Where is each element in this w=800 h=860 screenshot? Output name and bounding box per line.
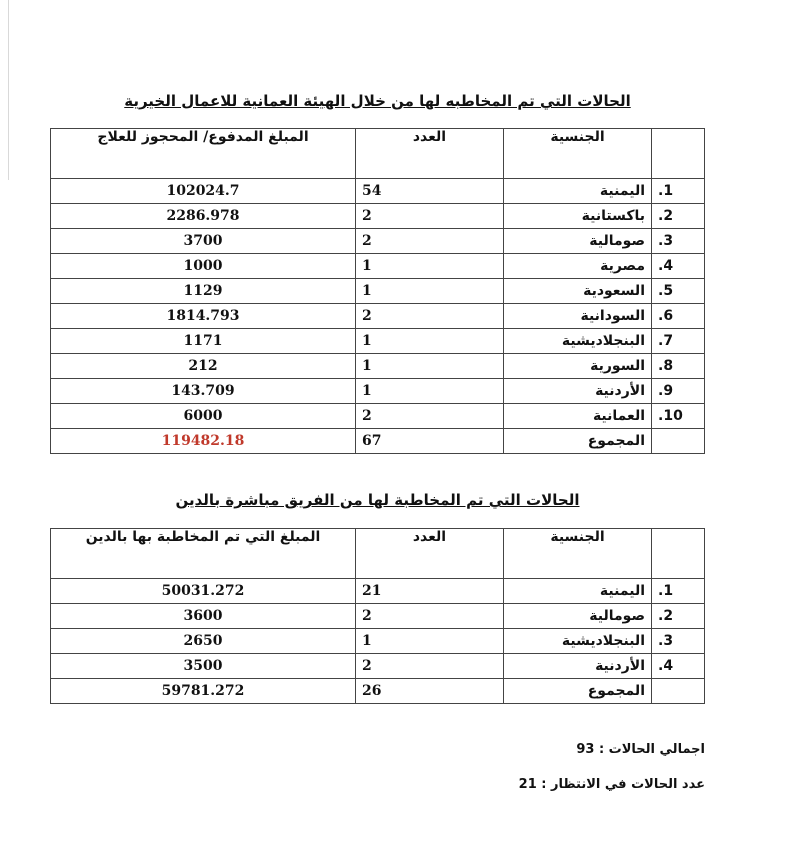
table1-title: الحالات التي تم المخاطبه لها من خلال الهيئة العمانية للاعمال الخيرية bbox=[124, 92, 631, 110]
row-nationality: الأردنية bbox=[504, 379, 652, 404]
table1 bbox=[50, 128, 705, 454]
total-count: 26 bbox=[356, 679, 504, 704]
row-number: 2. bbox=[652, 604, 705, 629]
row-number: 9. bbox=[652, 379, 705, 404]
row-amount: 6000 bbox=[51, 404, 356, 429]
row-count: 2 bbox=[356, 204, 504, 229]
header-amount: المبلغ المدفوع/ المحجوز للعلاج bbox=[51, 129, 356, 179]
row-nationality: صومالية bbox=[504, 229, 652, 254]
row-number: 3. bbox=[652, 229, 705, 254]
header-number-cell bbox=[652, 129, 705, 179]
total-cases-line: اجمالي الحالات : 93 bbox=[576, 742, 705, 757]
header-count: العدد bbox=[356, 129, 504, 179]
table1-total-row bbox=[51, 429, 705, 454]
row-count: 2 bbox=[356, 654, 504, 679]
table-row bbox=[51, 204, 705, 229]
row-number: 8. bbox=[652, 354, 705, 379]
header-number-cell bbox=[652, 529, 705, 579]
table-row bbox=[51, 254, 705, 279]
row-amount: 2650 bbox=[51, 629, 356, 654]
table2-header-row bbox=[51, 529, 705, 579]
row-number bbox=[652, 429, 705, 454]
header-amount: المبلغ التي تم المخاطبة بها بالدين bbox=[51, 529, 356, 579]
row-amount: 3600 bbox=[51, 604, 356, 629]
total-label: المجموع bbox=[504, 429, 652, 454]
table-row bbox=[51, 404, 705, 429]
table-row bbox=[51, 579, 705, 604]
row-amount: 1814.793 bbox=[51, 304, 356, 329]
table-row bbox=[51, 279, 705, 304]
table1-header-row bbox=[51, 129, 705, 179]
table2-title: الحالات التي تم المخاطبة لها من الفريق مباشرة بالدين bbox=[175, 491, 580, 509]
row-count: 21 bbox=[356, 579, 504, 604]
row-amount: 1171 bbox=[51, 329, 356, 354]
row-count: 54 bbox=[356, 179, 504, 204]
row-count: 1 bbox=[356, 629, 504, 654]
row-nationality: البنجلاديشية bbox=[504, 629, 652, 654]
table2 bbox=[50, 528, 705, 704]
row-number: 6. bbox=[652, 304, 705, 329]
row-count: 2 bbox=[356, 304, 504, 329]
row-number: 3. bbox=[652, 629, 705, 654]
table2-total-row bbox=[51, 679, 705, 704]
header-count: العدد bbox=[356, 529, 504, 579]
header-nationality: الجنسية bbox=[504, 529, 652, 579]
page-edge-rule bbox=[8, 0, 9, 180]
waiting-cases-line: عدد الحالات في الانتظار : 21 bbox=[518, 777, 705, 792]
row-amount: 50031.272 bbox=[51, 579, 356, 604]
table-row bbox=[51, 329, 705, 354]
row-count: 1 bbox=[356, 379, 504, 404]
total-count: 67 bbox=[356, 429, 504, 454]
row-count: 2 bbox=[356, 404, 504, 429]
table-row bbox=[51, 604, 705, 629]
header-nationality: الجنسية bbox=[504, 129, 652, 179]
row-nationality: اليمنية bbox=[504, 179, 652, 204]
row-amount: 2286.978 bbox=[51, 204, 356, 229]
row-nationality: اليمنية bbox=[504, 579, 652, 604]
row-count: 1 bbox=[356, 329, 504, 354]
row-number: 10. bbox=[652, 404, 705, 429]
row-count: 2 bbox=[356, 229, 504, 254]
row-nationality: العمانية bbox=[504, 404, 652, 429]
row-number bbox=[652, 679, 705, 704]
row-count: 2 bbox=[356, 604, 504, 629]
table-row bbox=[51, 379, 705, 404]
row-number: 4. bbox=[652, 654, 705, 679]
row-amount: 143.709 bbox=[51, 379, 356, 404]
row-number: 1. bbox=[652, 179, 705, 204]
row-amount: 102024.7 bbox=[51, 179, 356, 204]
row-nationality: البنجلاديشية bbox=[504, 329, 652, 354]
row-nationality: صومالية bbox=[504, 604, 652, 629]
table-row bbox=[51, 229, 705, 254]
table-row bbox=[51, 354, 705, 379]
total-amount: 119482.18 bbox=[51, 429, 356, 454]
row-count: 1 bbox=[356, 354, 504, 379]
row-number: 7. bbox=[652, 329, 705, 354]
row-nationality: الأردنية bbox=[504, 654, 652, 679]
row-amount: 1129 bbox=[51, 279, 356, 304]
row-nationality: السودانية bbox=[504, 304, 652, 329]
row-number: 1. bbox=[652, 579, 705, 604]
row-amount: 3500 bbox=[51, 654, 356, 679]
row-number: 5. bbox=[652, 279, 705, 304]
table-row bbox=[51, 629, 705, 654]
row-nationality: مصرية bbox=[504, 254, 652, 279]
row-count: 1 bbox=[356, 254, 504, 279]
row-number: 4. bbox=[652, 254, 705, 279]
row-number: 2. bbox=[652, 204, 705, 229]
total-label: المجموع bbox=[504, 679, 652, 704]
row-amount: 212 bbox=[51, 354, 356, 379]
table-row bbox=[51, 654, 705, 679]
row-nationality: السورية bbox=[504, 354, 652, 379]
table-row bbox=[51, 179, 705, 204]
row-nationality: السعودية bbox=[504, 279, 652, 304]
table-row bbox=[51, 304, 705, 329]
row-count: 1 bbox=[356, 279, 504, 304]
total-amount: 59781.272 bbox=[51, 679, 356, 704]
row-amount: 3700 bbox=[51, 229, 356, 254]
row-amount: 1000 bbox=[51, 254, 356, 279]
row-nationality: باكستانية bbox=[504, 204, 652, 229]
